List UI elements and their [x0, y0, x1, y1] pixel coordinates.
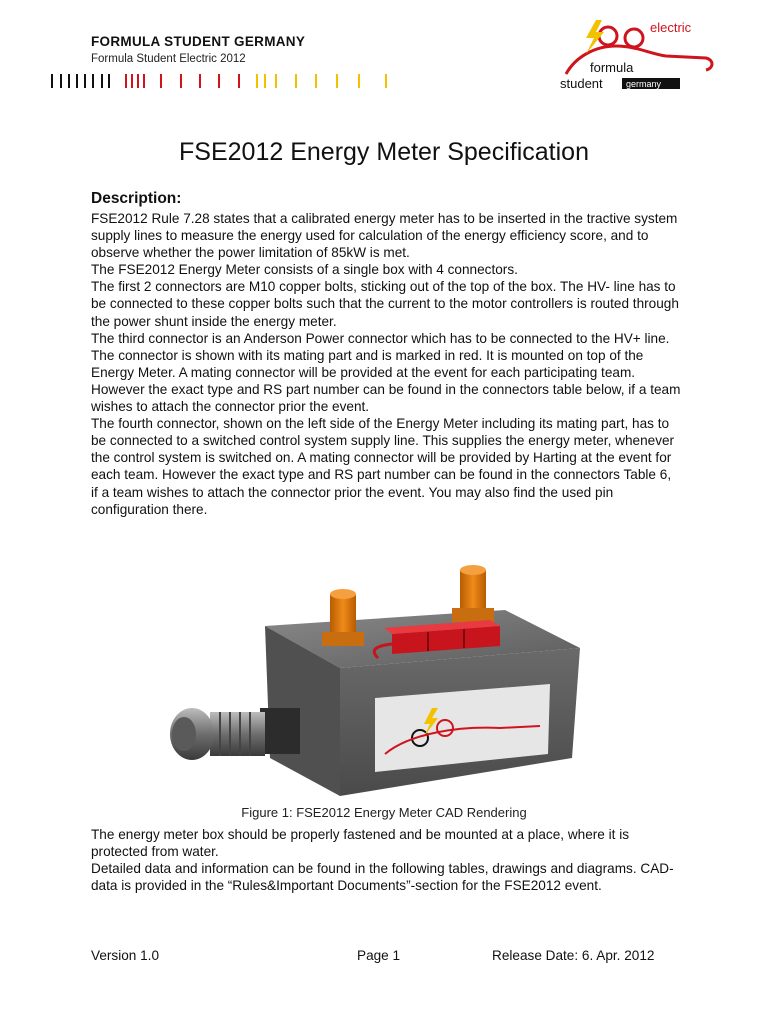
- footer-release-date: Release Date: 6. Apr. 2012: [492, 948, 655, 963]
- description-paragraph: The FSE2012 Energy Meter consists of a single box with 4 connectors.: [91, 262, 518, 278]
- closing-paragraph: The energy meter box should be properly fastened and be mounted at a place, where it is protected from water.: [91, 827, 630, 860]
- fse-logo: [556, 16, 716, 92]
- header-organization: FORMULA STUDENT GERMANY: [91, 34, 306, 49]
- logo-word-student: student: [560, 76, 603, 91]
- harting-connector: [170, 708, 300, 760]
- description-paragraph: The first 2 connectors are M10 copper bolts, sticking out of the top of the box. The HV- line has to be connected to these copper bolts such that the current to the motor controllers is routed through the power shunt inside the energy meter.: [91, 279, 679, 329]
- figure-caption: Figure 1: FSE2012 Energy Meter CAD Rendering: [241, 805, 527, 820]
- closing-body: [91, 826, 681, 894]
- header-color-stripe: [0, 74, 400, 88]
- copper-bolt-left: [322, 589, 364, 646]
- footer-version: Version 1.0: [91, 948, 160, 963]
- logo-word-electric: electric: [650, 20, 692, 35]
- header-event: Formula Student Electric 2012: [91, 53, 246, 65]
- closing-paragraph: Detailed data and information can be found in the following tables, drawings and diagrams. CAD-data is provided in the “Rules&Important Documents”-section for the FSE2012 event.: [91, 861, 674, 894]
- description-paragraph: The fourth connector, shown on the left side of the Energy Meter including its mating part, has to be connected to a switched control system supply line. This supplies the energy meter, whenever the control system is switched on. A mating connector will be provided by Harting at the event for each team. However the exact type and RS part number can be found in the connectors Table 6, if a team wishes to attach the connector prior the event. You may also find the used pin configuration there.: [91, 416, 675, 517]
- footer-page-number: Page 1: [357, 948, 401, 963]
- logo-word-germany: germany: [626, 79, 662, 89]
- description-body: [91, 210, 681, 518]
- energy-meter-rendering: [170, 558, 580, 798]
- description-heading: Description:: [91, 190, 182, 207]
- page-title: FSE2012 Energy Meter Specification: [179, 138, 589, 166]
- logo-word-formula: formula: [590, 60, 634, 75]
- description-paragraph: The third connector is an Anderson Power connector which has to be connected to the HV+ line. The connector is shown with its mating part and is marked in red. It is mounted on top of the Energy Meter. A mating connector will be provided at the event for each participating team. However the exact type and RS part number can be found in the connectors table below, if a team wishes to attach the connector prior the event.: [91, 330, 681, 415]
- copper-bolt-right: [452, 565, 494, 622]
- description-paragraph: FSE2012 Rule 7.28 states that a calibrated energy meter has to be inserted in the tractive system supply lines to measure the energy used for calculation of the energy efficiency score, and to observe whether the power limitation of 85kW is met.: [91, 211, 678, 261]
